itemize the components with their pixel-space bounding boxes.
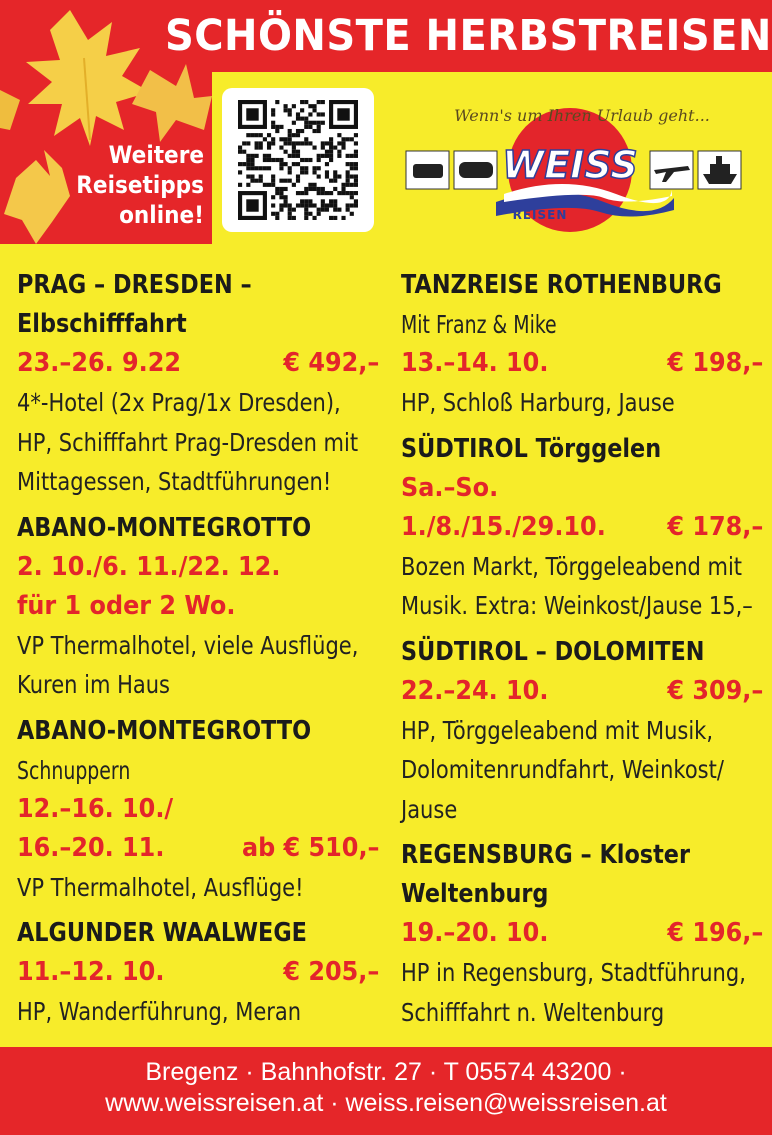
trip-date: Sa.–So.	[401, 472, 499, 503]
trip-subtitle: Schnuppern	[17, 755, 131, 785]
trip-description: HP, Schloß Harburg, Jause	[401, 388, 675, 417]
trip-date-price	[401, 672, 763, 711]
trip-title: ABANO-MONTEGROTTO	[17, 715, 312, 746]
trip-date-price	[401, 914, 763, 953]
trip-date-price	[17, 829, 379, 868]
entry-spacer	[17, 907, 379, 914]
brand-name: WEISS	[502, 143, 638, 187]
trip-description: HP in Regensburg, Stadtführung,	[401, 958, 746, 987]
trip-entry[interactable]	[17, 914, 379, 1032]
trip-description: HP, Wanderführung, Meran	[17, 997, 302, 1026]
trip-description: Mittagessen, Stadtführungen!	[17, 467, 332, 496]
trip-description: VP Thermalhotel, viele Ausflüge,	[17, 630, 359, 660]
trip-title: Elbschifffahrt	[17, 309, 187, 339]
trip-title: SÜDTIROL Törggelen	[401, 433, 662, 464]
trip-entry[interactable]	[17, 712, 379, 908]
entry-spacer	[401, 423, 763, 430]
qr-code[interactable]	[222, 88, 374, 232]
trip-date-price	[17, 548, 379, 587]
trip-date: 16.–20. 11.	[17, 832, 165, 863]
trip-price: € 205,–	[283, 957, 379, 987]
left-column	[17, 266, 379, 1032]
trip-price: € 492,–	[283, 348, 379, 378]
trip-date: 11.–12. 10.	[17, 957, 165, 987]
trip-date-price	[17, 344, 379, 383]
right-column	[401, 266, 763, 1032]
trip-date: 12.–16. 10./	[17, 793, 174, 824]
trip-entry[interactable]	[17, 266, 379, 502]
trip-date-price	[401, 469, 763, 508]
trip-entry[interactable]	[401, 836, 763, 1032]
trip-date: 19.–20. 10.	[401, 918, 549, 948]
trip-description: Bozen Markt, Törggeleabend mit	[401, 551, 743, 581]
trip-subtitle: Mit Franz & Mike	[401, 310, 557, 339]
trip-date: 1./8./15./29.10.	[401, 511, 606, 542]
brand-subtitle: REISEN	[512, 208, 568, 222]
trip-description: Dolomitenrundfahrt, Weinkost/	[401, 755, 724, 784]
trip-description: Musik. Extra: Weinkost/Jause 15,–	[401, 591, 753, 620]
trip-title: ALGUNDER WAALWEGE	[17, 918, 307, 948]
footer-address: Bregenz · Bahnhofstr. 27 · T 05574 43200 ·	[145, 1058, 627, 1086]
trip-date: für 1 oder 2 Wo.	[17, 590, 236, 621]
trip-date-price	[401, 344, 763, 383]
online-tips-line: Weitere	[108, 141, 204, 169]
trip-description: Kuren im Haus	[17, 670, 170, 699]
online-tips-line: online!	[119, 201, 204, 229]
trip-title: REGENSBURG – Kloster	[401, 840, 691, 870]
trip-date: 2. 10./6. 11./22. 12.	[17, 551, 281, 582]
trip-date-price	[401, 508, 763, 547]
trip-date-price	[17, 953, 379, 992]
trip-price: € 196,–	[667, 918, 763, 948]
trip-entry[interactable]	[401, 430, 763, 626]
footer	[0, 1047, 772, 1135]
trip-price: € 309,–	[667, 675, 763, 706]
trip-description: VP Thermalhotel, Ausflüge!	[17, 872, 304, 902]
trip-title: TANZREISE ROTHENBURG	[401, 270, 722, 300]
trip-date-price	[17, 587, 379, 626]
trip-title: SÜDTIROL – DOLOMITEN	[401, 636, 705, 667]
trip-entry[interactable]	[17, 509, 379, 705]
qr-code-icon	[238, 100, 358, 220]
trip-date: 22.–24. 10.	[401, 675, 549, 706]
trip-title: PRAG – DRESDEN –	[17, 270, 252, 300]
trip-date: 13.–14. 10.	[401, 348, 549, 378]
entry-spacer	[17, 705, 379, 712]
online-tips-line: Reisetipps	[76, 171, 204, 199]
trip-price: ab € 510,–	[241, 832, 379, 863]
slogan: Wenn's um Ihren Urlaub geht...	[454, 106, 710, 125]
trip-price: € 198,–	[667, 348, 763, 378]
weiss-reisen-logo	[404, 98, 746, 238]
entry-spacer	[401, 626, 763, 633]
trip-description: Jause	[401, 794, 458, 824]
trip-description: HP, Schifffahrt Prag-Dresden mit	[17, 427, 359, 457]
trip-title: ABANO-MONTEGROTTO	[17, 512, 312, 543]
trip-description: 4*-Hotel (2x Prag/1x Dresden),	[17, 388, 341, 417]
trip-date: 23.–26. 9.22	[17, 348, 182, 378]
trip-price: € 178,–	[667, 511, 763, 542]
trip-date-price	[17, 790, 379, 829]
entry-spacer	[17, 502, 379, 509]
footer-contact[interactable]: www.weissreisen.at · weiss.reisen@weissreisen.at	[105, 1089, 667, 1117]
trip-title: Weltenburg	[401, 879, 549, 909]
page-title: SCHÖNSTE HERBSTREISEN	[164, 11, 772, 61]
trip-entry[interactable]	[401, 633, 763, 830]
trip-description: Schifffahrt n. Weltenburg	[401, 997, 665, 1027]
entry-spacer	[401, 829, 763, 836]
online-tips-label	[69, 140, 204, 230]
trip-description: HP, Törggeleabend mit Musik,	[401, 715, 714, 745]
trip-entry[interactable]	[401, 266, 763, 423]
